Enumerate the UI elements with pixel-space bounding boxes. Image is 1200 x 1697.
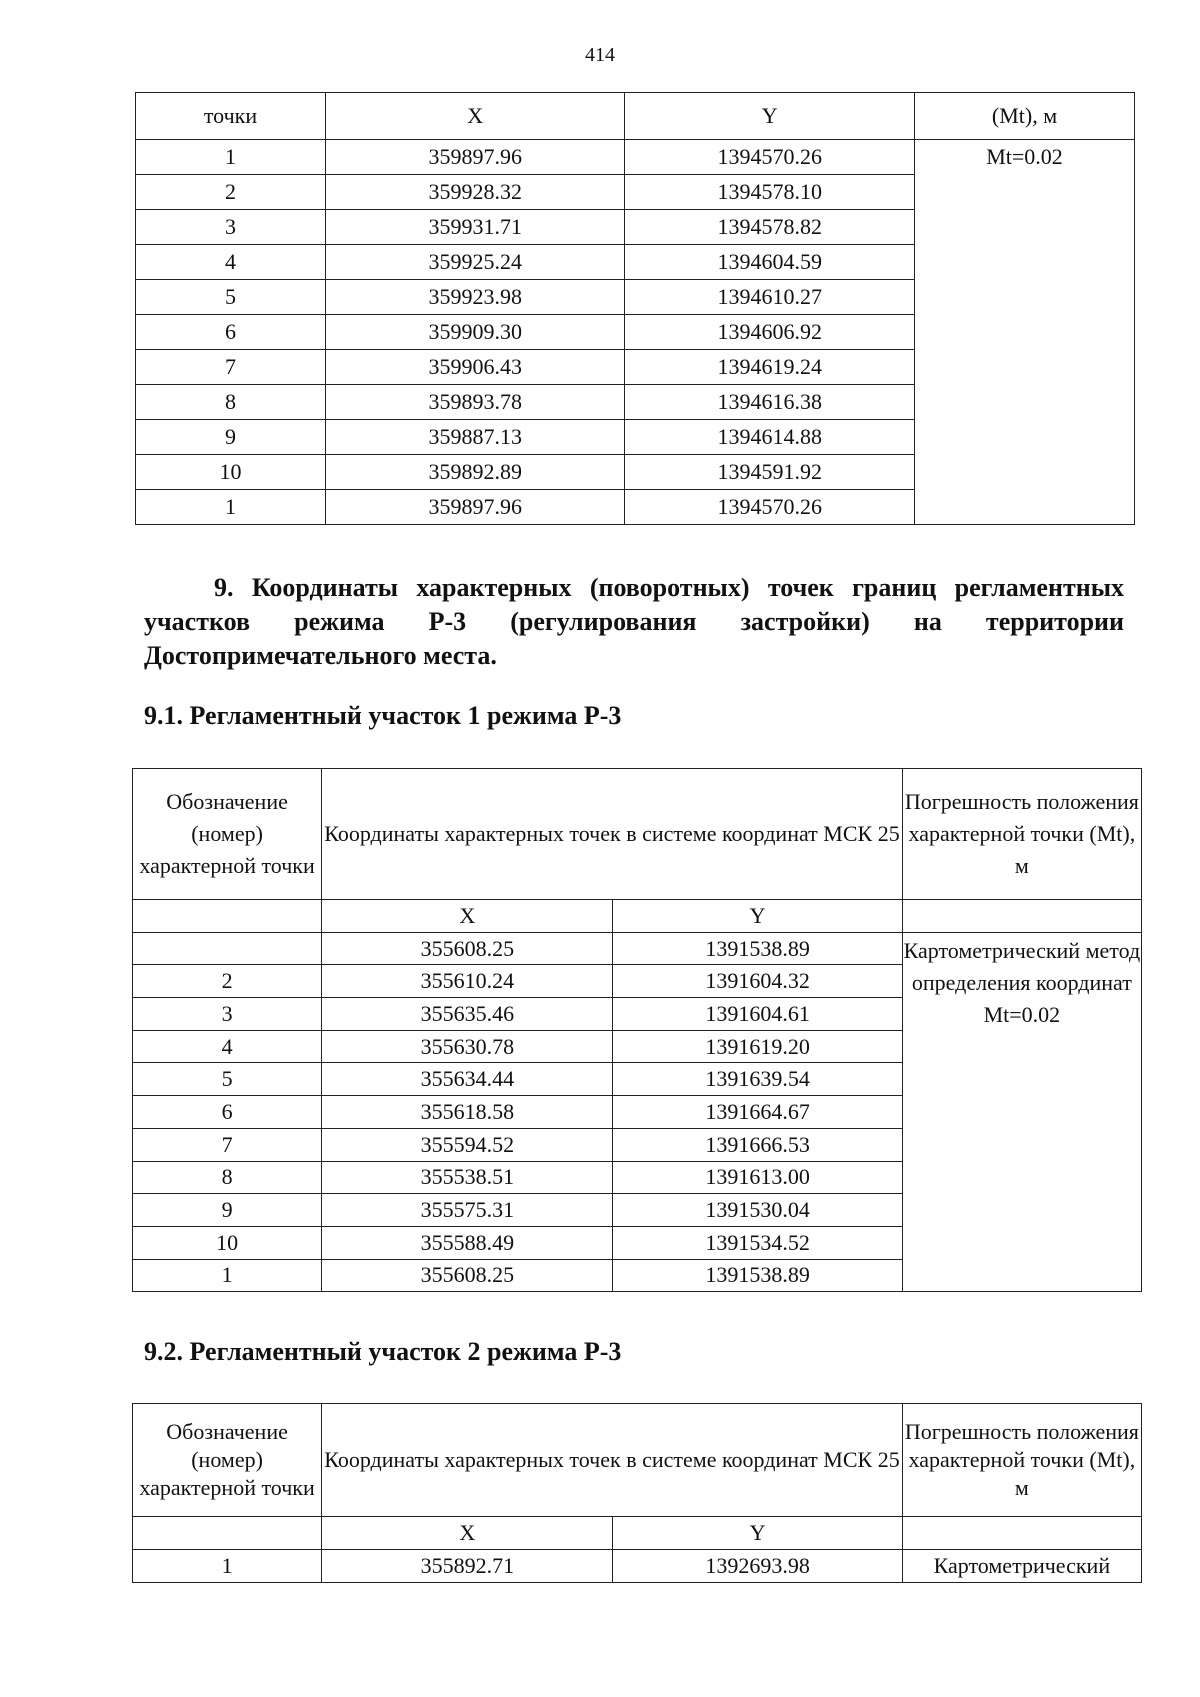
x-value: 355588.49 <box>322 1226 613 1259</box>
y-value: 1391613.00 <box>613 1161 902 1194</box>
y-value: 1391534.52 <box>613 1226 902 1259</box>
header-accuracy: Погрешность положения характерной точки (Mt), м <box>902 1404 1141 1517</box>
section-9-heading <box>144 571 1124 673</box>
x-value: 355608.25 <box>322 932 613 965</box>
x-value: 355610.24 <box>322 965 613 998</box>
point-number: 1 <box>133 1550 322 1583</box>
y-value: 1394604.59 <box>625 245 915 280</box>
point-number: 8 <box>136 385 326 420</box>
point-number: 10 <box>133 1226 322 1259</box>
table-subheader-row <box>133 900 1142 933</box>
section-number: 9. <box>214 573 234 602</box>
table-header-row <box>133 769 1142 900</box>
x-value: 359906.43 <box>325 350 624 385</box>
header-x: X <box>322 900 613 933</box>
y-value: 1391666.53 <box>613 1128 902 1161</box>
y-value: 1394570.26 <box>625 140 915 175</box>
x-value: 355618.58 <box>322 1096 613 1129</box>
section-9-1-title: 9.1. Регламентный участок 1 режима Р-3 <box>144 701 622 730</box>
table-header-row <box>136 93 1135 140</box>
empty-cell <box>902 900 1141 933</box>
point-number: 7 <box>136 350 326 385</box>
point-number: 4 <box>133 1030 322 1063</box>
point-number: 9 <box>136 420 326 455</box>
point-number: 3 <box>133 998 322 1031</box>
y-value: 1394570.26 <box>625 490 915 525</box>
header-point-designation: Обозначение (номер) характерной точки <box>133 1404 322 1517</box>
section-text: Координаты характерных (поворотных) точек границ регламентных участков режима Р-3 (регулирования застройки) на территории Достопримечательного места. <box>144 573 1124 670</box>
header-point-designation: Обозначение (номер) характерной точки <box>133 769 322 900</box>
y-value: 1391604.32 <box>613 965 902 998</box>
point-number: 3 <box>136 210 326 245</box>
point-number: 1 <box>133 1259 322 1292</box>
y-value: 1391538.89 <box>613 1259 902 1292</box>
point-number: 2 <box>133 965 322 998</box>
point-number: 5 <box>133 1063 322 1096</box>
x-value: 359925.24 <box>325 245 624 280</box>
y-value: 1391619.20 <box>613 1030 902 1063</box>
x-value: 355608.25 <box>322 1259 613 1292</box>
table-row <box>133 932 1142 965</box>
y-value: 1391530.04 <box>613 1194 902 1227</box>
coordinates-table-section-9-1 <box>132 768 1142 1292</box>
empty-cell <box>133 1517 322 1550</box>
point-number: 6 <box>133 1096 322 1129</box>
x-value: 359897.96 <box>325 490 624 525</box>
x-value: 359909.30 <box>325 315 624 350</box>
empty-cell <box>133 900 322 933</box>
header-y: Y <box>613 900 902 933</box>
point-number: 8 <box>133 1161 322 1194</box>
page-number: 414 <box>585 44 615 66</box>
x-value: 359887.13 <box>325 420 624 455</box>
x-value: 359923.98 <box>325 280 624 315</box>
x-value: 359931.71 <box>325 210 624 245</box>
point-number: 7 <box>133 1128 322 1161</box>
empty-cell <box>902 1517 1141 1550</box>
header-y: Y <box>625 93 915 140</box>
x-value: 355538.51 <box>322 1161 613 1194</box>
header-y: Y <box>613 1517 902 1550</box>
y-value: 1391664.67 <box>613 1096 902 1129</box>
header-x: X <box>322 1517 613 1550</box>
x-value: 355635.46 <box>322 998 613 1031</box>
x-value: 359897.96 <box>325 140 624 175</box>
y-value: 1394610.27 <box>625 280 915 315</box>
header-x: X <box>325 93 624 140</box>
header-point: точки <box>136 93 326 140</box>
y-value: 1394614.88 <box>625 420 915 455</box>
y-value: 1394578.10 <box>625 175 915 210</box>
table-header-row <box>133 1404 1142 1517</box>
header-mt: (Mt), м <box>915 93 1135 140</box>
x-value: 355630.78 <box>322 1030 613 1063</box>
point-number: 1 <box>136 490 326 525</box>
mt-value: Mt=0.02 <box>915 140 1135 525</box>
y-value: 1394619.24 <box>625 350 915 385</box>
x-value: 355575.31 <box>322 1194 613 1227</box>
header-accuracy: Погрешность положения характерной точки (Mt), м <box>902 769 1141 900</box>
header-coordinates: Координаты характерных точек в системе координат МСК 25 <box>322 1404 903 1517</box>
section-9-2-title: 9.2. Регламентный участок 2 режима Р-3 <box>144 1337 622 1366</box>
point-number: 9 <box>133 1194 322 1227</box>
method-note: Картометрический метод определения координат Mt=0.02 <box>902 932 1141 1292</box>
table-row <box>136 140 1135 175</box>
coordinates-table-continued <box>135 92 1135 525</box>
x-value: 359892.89 <box>325 455 624 490</box>
table-row <box>133 1550 1142 1583</box>
y-value: 1394616.38 <box>625 385 915 420</box>
x-value: 359893.78 <box>325 385 624 420</box>
point-number <box>133 932 322 965</box>
point-number: 5 <box>136 280 326 315</box>
point-number: 1 <box>136 140 326 175</box>
point-number: 10 <box>136 455 326 490</box>
method-note: Картометрический <box>902 1550 1141 1583</box>
table-subheader-row <box>133 1517 1142 1550</box>
header-coordinates: Координаты характерных точек в системе координат МСК 25 <box>322 769 903 900</box>
y-value: 1394578.82 <box>625 210 915 245</box>
y-value: 1394606.92 <box>625 315 915 350</box>
point-number: 6 <box>136 315 326 350</box>
y-value: 1391604.61 <box>613 998 902 1031</box>
point-number: 2 <box>136 175 326 210</box>
y-value: 1392693.98 <box>613 1550 902 1583</box>
x-value: 359928.32 <box>325 175 624 210</box>
y-value: 1391639.54 <box>613 1063 902 1096</box>
y-value: 1391538.89 <box>613 932 902 965</box>
coordinates-table-section-9-2 <box>132 1403 1142 1583</box>
x-value: 355892.71 <box>322 1550 613 1583</box>
point-number: 4 <box>136 245 326 280</box>
x-value: 355594.52 <box>322 1128 613 1161</box>
x-value: 355634.44 <box>322 1063 613 1096</box>
y-value: 1394591.92 <box>625 455 915 490</box>
